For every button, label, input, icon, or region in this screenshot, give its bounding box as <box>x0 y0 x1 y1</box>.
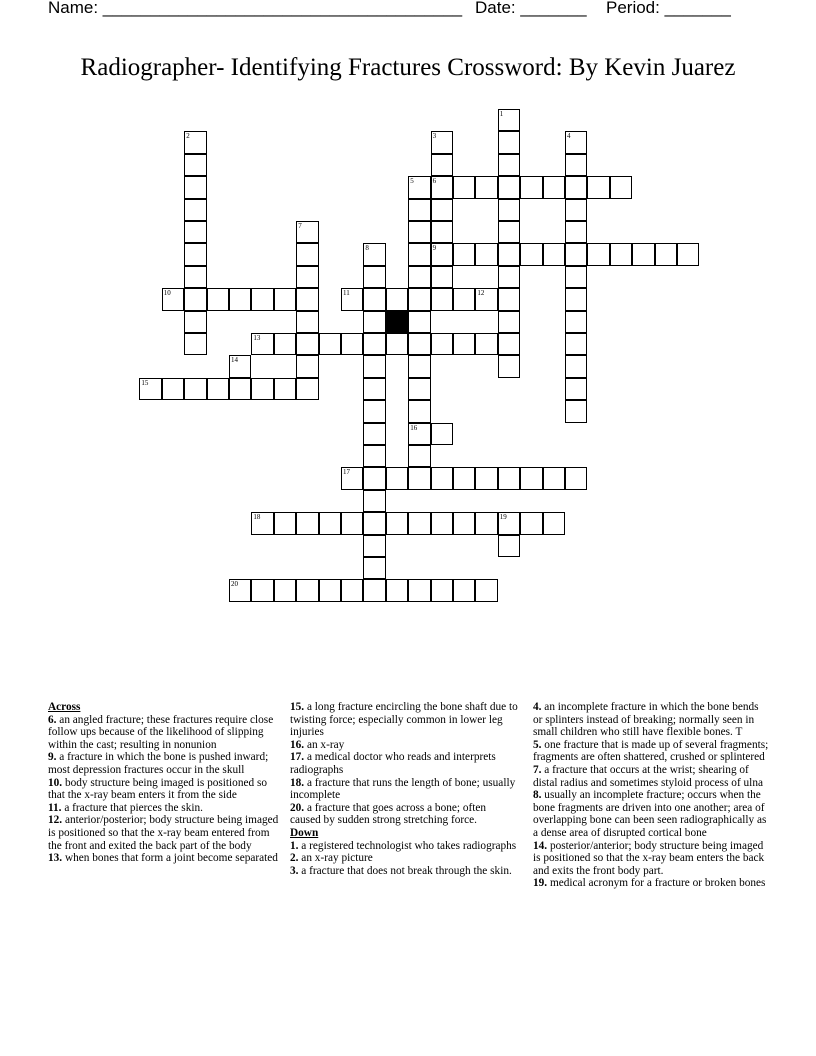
date-field: Date: _______ <box>475 0 587 17</box>
grid-cell[interactable] <box>543 243 565 265</box>
grid-cell[interactable] <box>565 288 587 310</box>
clues-column-3 <box>533 701 769 890</box>
grid-cell[interactable] <box>431 288 453 310</box>
clue-across-17 <box>290 751 518 776</box>
grid-cell[interactable] <box>184 288 206 310</box>
clue-across-15 <box>290 701 518 739</box>
clue-text: anterior/posterior; body structure being imaged is positioned so that the x-ray beam entered from the front and exited the back part of the body <box>48 814 279 852</box>
grid-cell[interactable] <box>363 266 385 288</box>
clue-down-1 <box>290 840 518 853</box>
grid-cell[interactable] <box>565 467 587 489</box>
clue-number-label: 6 <box>432 177 437 186</box>
clue-number-label: 9 <box>432 244 437 253</box>
grid-cell[interactable] <box>251 333 273 355</box>
grid-cell[interactable] <box>319 579 341 601</box>
grid-cell[interactable] <box>274 512 296 534</box>
grid-cell[interactable] <box>498 467 520 489</box>
grid-cell[interactable] <box>184 333 206 355</box>
grid-cell[interactable] <box>363 512 385 534</box>
grid-cell[interactable] <box>363 333 385 355</box>
grid-cell[interactable] <box>408 176 430 198</box>
grid-cell[interactable] <box>498 288 520 310</box>
grid-cell[interactable] <box>498 243 520 265</box>
clue-across-9 <box>48 751 284 776</box>
grid-cell[interactable] <box>162 378 184 400</box>
clue-across-13 <box>48 852 284 865</box>
grid-cell[interactable] <box>453 512 475 534</box>
clue-text: a fracture in which the bone is pushed inward; most depression fractures occur in the skull <box>48 751 269 776</box>
grid-cell[interactable] <box>431 333 453 355</box>
grid-cell[interactable] <box>655 243 677 265</box>
grid-cell[interactable] <box>453 467 475 489</box>
clue-number: 2. <box>290 852 299 865</box>
clue-number: 14. <box>533 839 548 852</box>
clue-number: 20. <box>290 801 305 814</box>
grid-cell[interactable] <box>184 378 206 400</box>
grid-cell[interactable] <box>498 154 520 176</box>
clue-number-label: 2 <box>186 132 190 141</box>
grid-cell[interactable] <box>184 266 206 288</box>
grid-cell[interactable] <box>363 288 385 310</box>
grid-cell[interactable] <box>296 512 318 534</box>
grid-cell[interactable] <box>274 579 296 601</box>
grid-cell[interactable] <box>363 355 385 377</box>
clue-down-4 <box>533 701 769 739</box>
grid-cell[interactable] <box>565 355 587 377</box>
grid-cell[interactable] <box>296 333 318 355</box>
grid-cell[interactable] <box>341 579 363 601</box>
clue-number: 8. <box>533 789 542 802</box>
grid-cell[interactable] <box>565 131 587 153</box>
grid-cell[interactable] <box>565 154 587 176</box>
grid-cell[interactable] <box>341 288 363 310</box>
clue-number: 3. <box>290 864 299 877</box>
grid-cell[interactable] <box>610 243 632 265</box>
grid-cell[interactable] <box>431 579 453 601</box>
grid-cell[interactable] <box>184 221 206 243</box>
clue-number-label: 16 <box>410 423 418 432</box>
grid-cell[interactable] <box>363 557 385 579</box>
clue-number: 11. <box>48 801 62 814</box>
grid-cell[interactable] <box>408 243 430 265</box>
clue-text: a fracture that does not break through the skin. <box>298 864 512 877</box>
grid-cell[interactable] <box>184 131 206 153</box>
grid-cell[interactable] <box>184 311 206 333</box>
grid-cell[interactable] <box>431 221 453 243</box>
clue-text: a fracture that pierces the skin. <box>61 801 203 814</box>
clue-number-label: 12 <box>477 289 485 298</box>
clue-text: when bones that form a joint become separated <box>62 852 278 865</box>
grid-cell[interactable] <box>408 333 430 355</box>
grid-cell[interactable] <box>408 288 430 310</box>
grid-cell[interactable] <box>431 243 453 265</box>
clue-number-label: 3 <box>432 132 437 141</box>
clue-number: 15. <box>290 701 305 713</box>
grid-cell[interactable] <box>363 579 385 601</box>
grid-cell[interactable] <box>296 266 318 288</box>
grid-cell[interactable] <box>341 467 363 489</box>
grid-cell[interactable] <box>475 243 497 265</box>
grid-cell[interactable] <box>565 400 587 422</box>
grid-cell[interactable] <box>319 333 341 355</box>
clue-down-8 <box>533 789 769 839</box>
grid-cell[interactable] <box>386 467 408 489</box>
grid-cell[interactable] <box>431 176 453 198</box>
clue-number: 6. <box>48 713 57 726</box>
clue-number-label: 15 <box>141 378 149 387</box>
clue-number: 10. <box>48 776 63 789</box>
grid-cell[interactable] <box>475 176 497 198</box>
clue-text: a fracture that runs the length of bone; usually incomplete <box>290 776 516 802</box>
grid-cell[interactable] <box>498 333 520 355</box>
clue-text: an x-ray <box>304 738 345 751</box>
clue-number-label: 11 <box>343 289 350 298</box>
grid-cell[interactable] <box>386 512 408 534</box>
clue-number-label: 17 <box>343 468 350 477</box>
clue-text: usually an incomplete fracture; occurs when the bone fragments are driven into one another; area of overlapping bone can been seen radiographically as a dense area of disrupted cortical bone <box>533 789 767 839</box>
grid-cell[interactable] <box>162 288 184 310</box>
clue-text: a medical doctor who reads and interprets radiographs <box>290 751 496 776</box>
clue-down-19 <box>533 877 769 890</box>
grid-cell[interactable] <box>565 176 587 198</box>
grid-cell[interactable] <box>565 266 587 288</box>
grid-cell[interactable] <box>543 467 565 489</box>
grid-cell[interactable] <box>408 311 430 333</box>
grid-cell[interactable] <box>408 355 430 377</box>
grid-cell[interactable] <box>251 378 273 400</box>
grid-cell[interactable] <box>498 266 520 288</box>
clue-text: a fracture that goes across a bone; often caused by sudden strong stretching force. <box>290 801 487 827</box>
clue-number-label: 18 <box>253 513 261 522</box>
clue-text: body structure being imaged is positioned so that the x-ray beam enters it from the side <box>48 776 268 802</box>
grid-cell[interactable] <box>386 333 408 355</box>
grid-cell[interactable] <box>543 512 565 534</box>
clue-text: one fracture that is made up of several fragments; fragments are often shattered, crushed or splintered <box>533 738 769 764</box>
grid-cell[interactable] <box>587 176 609 198</box>
grid-cell[interactable] <box>520 176 542 198</box>
grid-cell[interactable] <box>408 579 430 601</box>
grid-cell[interactable] <box>207 288 229 310</box>
grid-cell[interactable] <box>520 243 542 265</box>
clue-text: posterior/anterior; body structure being imaged is positioned so that the x-ray beam enters the back and exits the front body part. <box>533 839 765 877</box>
grid-cell[interactable] <box>431 154 453 176</box>
clue-number: 13. <box>48 852 63 865</box>
grid-cell[interactable] <box>363 378 385 400</box>
grid-cell[interactable] <box>229 378 251 400</box>
period-field: Period: _______ <box>606 0 731 17</box>
grid-cell[interactable] <box>296 355 318 377</box>
grid-cell[interactable] <box>363 467 385 489</box>
grid-cell[interactable] <box>341 333 363 355</box>
grid-cell[interactable] <box>565 311 587 333</box>
grid-cell[interactable] <box>296 288 318 310</box>
clue-across-20 <box>290 802 518 827</box>
grid-cell[interactable] <box>498 176 520 198</box>
grid-cell[interactable] <box>363 423 385 445</box>
clue-down-7 <box>533 764 769 789</box>
grid-cell[interactable] <box>274 378 296 400</box>
grid-cell[interactable] <box>229 355 251 377</box>
down-heading: Down <box>290 826 319 839</box>
clue-text: an angled fracture; these fractures require close follow ups because of the likelihood of slipping within the cast; resulting in nonunion <box>48 713 274 751</box>
clue-text: an x-ray picture <box>298 852 373 865</box>
grid-cell[interactable] <box>520 467 542 489</box>
clues-column-2 <box>290 701 518 877</box>
clue-number-label: 4 <box>567 132 571 141</box>
clue-text: a fracture that occurs at the wrist; shearing of distal radius and sometimes styloid process of ulna <box>533 763 763 789</box>
clue-number: 4. <box>533 701 542 713</box>
grid-cell[interactable] <box>296 378 318 400</box>
grid-cell[interactable] <box>408 445 430 467</box>
across-heading: Across <box>48 701 81 713</box>
grid-cell[interactable] <box>453 579 475 601</box>
clue-text: a registered technologist who takes radiographs <box>298 839 517 852</box>
grid-cell[interactable] <box>565 221 587 243</box>
grid-cell[interactable] <box>431 199 453 221</box>
grid-cell[interactable] <box>475 333 497 355</box>
grid-cell[interactable] <box>274 288 296 310</box>
grid-cell[interactable] <box>565 378 587 400</box>
grid-cell[interactable] <box>386 288 408 310</box>
grid-cell[interactable] <box>453 333 475 355</box>
grid-cell[interactable] <box>408 266 430 288</box>
grid-cell[interactable] <box>498 221 520 243</box>
clue-across-10 <box>48 777 284 802</box>
grid-cell[interactable] <box>296 311 318 333</box>
page-title: Radiographer- Identifying Fractures Crossword: By Kevin Juarez <box>80 54 736 81</box>
clue-number: 12. <box>48 814 63 827</box>
clue-across-16 <box>290 739 518 752</box>
grid-cell[interactable] <box>319 512 341 534</box>
grid-cell[interactable] <box>386 579 408 601</box>
clue-number-label: 20 <box>231 580 238 589</box>
grid-cell[interactable] <box>475 579 497 601</box>
clue-across-18 <box>290 777 518 802</box>
grid-cell[interactable] <box>251 579 273 601</box>
grid-cell[interactable] <box>296 243 318 265</box>
grid-cell[interactable] <box>184 243 206 265</box>
grid-cell[interactable] <box>475 288 497 310</box>
grid-cell[interactable] <box>408 199 430 221</box>
clue-number: 16. <box>290 738 305 751</box>
clue-down-3 <box>290 865 518 878</box>
grid-cell[interactable] <box>498 535 520 557</box>
grid-cell[interactable] <box>184 154 206 176</box>
grid-cell[interactable] <box>296 579 318 601</box>
clue-down-14 <box>533 840 769 878</box>
grid-cell[interactable] <box>431 512 453 534</box>
grid-cell[interactable] <box>431 423 453 445</box>
grid-cell[interactable] <box>363 490 385 512</box>
clue-number-label: 13 <box>253 334 261 342</box>
clue-text: medical acronym for a fracture or broken bones <box>547 877 766 890</box>
grid-cell[interactable] <box>363 400 385 422</box>
black-cell <box>386 311 408 333</box>
grid-cell[interactable] <box>251 512 273 534</box>
grid-cell[interactable] <box>431 467 453 489</box>
clue-across-12 <box>48 814 284 852</box>
grid-cell[interactable] <box>498 109 520 131</box>
grid-cell[interactable] <box>184 176 206 198</box>
grid-cell[interactable] <box>610 176 632 198</box>
clue-down-2 <box>290 852 518 865</box>
grid-cell[interactable] <box>453 176 475 198</box>
clue-down-5 <box>533 739 769 764</box>
grid-cell[interactable] <box>408 467 430 489</box>
clue-number-label: 19 <box>499 513 507 522</box>
clue-text: a long fracture encircling the bone shaft due to twisting force; especially common in lower leg injuries <box>290 701 518 739</box>
grid-cell[interactable] <box>296 221 318 243</box>
grid-cell[interactable] <box>498 199 520 221</box>
grid-cell[interactable] <box>341 512 363 534</box>
grid-cell[interactable] <box>363 535 385 557</box>
grid-cell[interactable] <box>139 378 161 400</box>
grid-cell[interactable] <box>475 467 497 489</box>
clue-number: 5. <box>533 738 542 751</box>
grid-cell[interactable] <box>408 512 430 534</box>
grid-cell[interactable] <box>565 333 587 355</box>
grid-cell[interactable] <box>453 288 475 310</box>
name-field: Name: ______________________________________ <box>48 0 463 17</box>
grid-cell[interactable] <box>363 311 385 333</box>
clue-number: 7. <box>533 763 542 776</box>
grid-cell[interactable] <box>229 288 251 310</box>
clue-number-label: 5 <box>410 177 414 186</box>
clue-number: 1. <box>290 839 299 852</box>
grid-cell[interactable] <box>363 445 385 467</box>
grid-cell[interactable] <box>363 243 385 265</box>
clue-number-label: 1 <box>499 110 504 118</box>
grid-cell[interactable] <box>475 512 497 534</box>
grid-cell[interactable] <box>431 266 453 288</box>
clue-number: 18. <box>290 776 305 789</box>
grid-cell[interactable] <box>498 131 520 153</box>
grid-cell[interactable] <box>498 311 520 333</box>
grid-cell[interactable] <box>587 243 609 265</box>
grid-cell[interactable] <box>498 512 520 534</box>
clue-number-label: 7 <box>298 222 302 230</box>
clue-text: an incomplete fracture in which the bone bends or splinters instead of breaking; normally seen in small children who still have flexible bones. T <box>533 701 759 739</box>
clue-number: 19. <box>533 877 548 890</box>
grid-cell[interactable] <box>453 243 475 265</box>
grid-cell[interactable] <box>251 288 273 310</box>
grid-cell[interactable] <box>632 243 654 265</box>
grid-cell[interactable] <box>408 400 430 422</box>
grid-cell[interactable] <box>274 333 296 355</box>
grid-cell[interactable] <box>498 355 520 377</box>
clue-across-6 <box>48 714 284 752</box>
grid-cell[interactable] <box>408 378 430 400</box>
grid-cell[interactable] <box>408 423 430 445</box>
grid-cell[interactable] <box>229 579 251 601</box>
clue-across-11 <box>48 802 284 815</box>
grid-cell[interactable] <box>408 221 430 243</box>
grid-cell[interactable] <box>184 199 206 221</box>
grid-cell[interactable] <box>207 378 229 400</box>
clue-number-label: 10 <box>163 289 171 298</box>
clue-number: 9. <box>48 751 57 764</box>
grid-cell[interactable] <box>543 176 565 198</box>
clue-number: 17. <box>290 751 305 764</box>
clue-number-label: 14 <box>231 356 238 365</box>
grid-cell[interactable] <box>565 243 587 265</box>
grid-cell[interactable] <box>520 512 542 534</box>
grid-cell[interactable] <box>431 131 453 153</box>
grid-cell[interactable] <box>565 199 587 221</box>
grid-cell[interactable] <box>677 243 699 265</box>
clue-number-label: 8 <box>365 244 369 253</box>
clues-column-1 <box>48 701 284 865</box>
